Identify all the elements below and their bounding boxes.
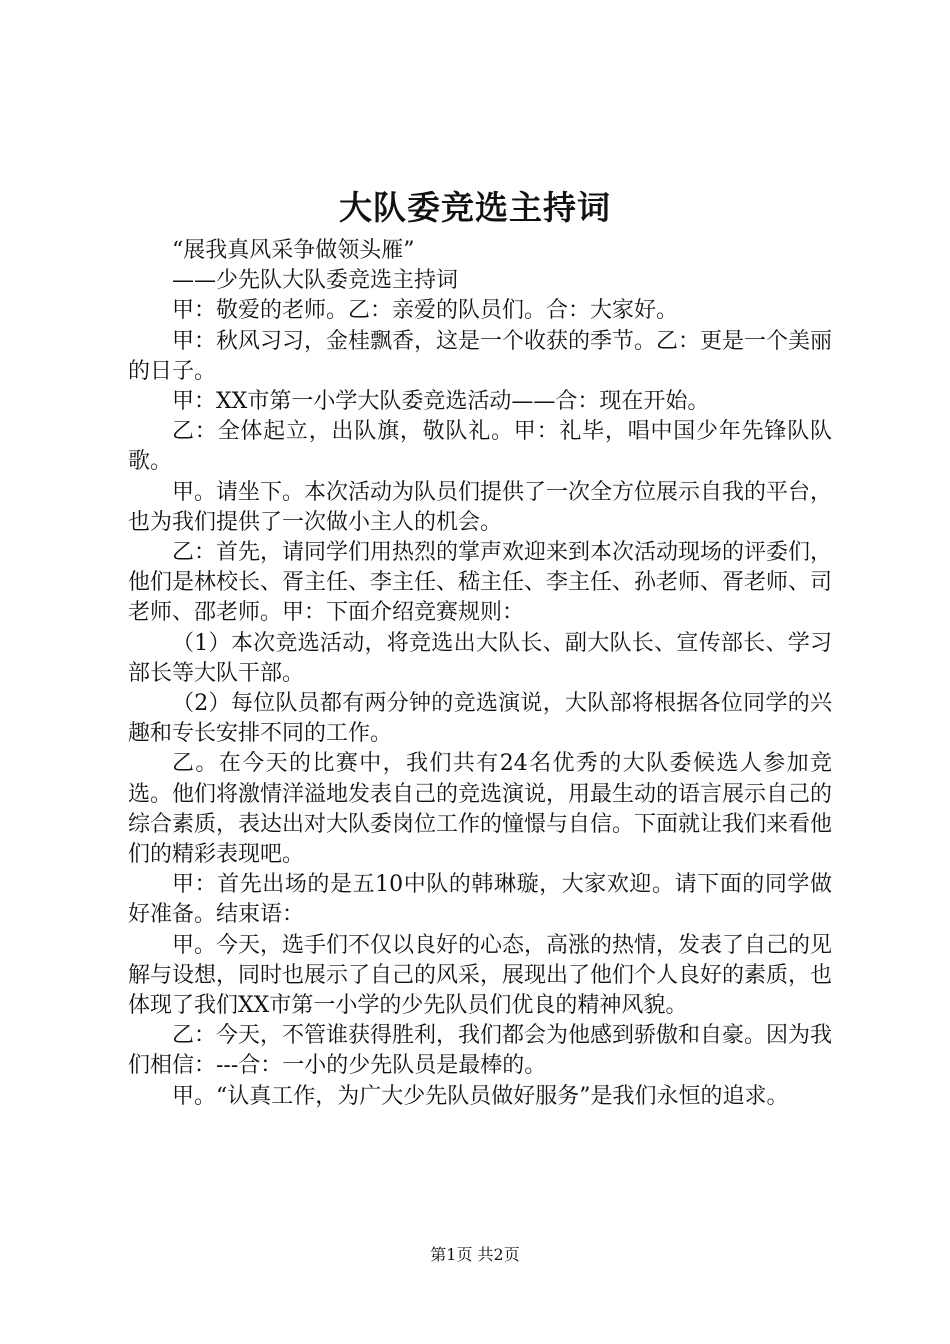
paragraph: 甲。今天，选手们不仅以良好的心态，高涨的热情，发表了自己的见解与设想，同时也展示了自己的风采，展现出了他们个人良好的素质，也体现了我们XX市第一小学的少先队员们优良的精神风貌。 <box>128 932 833 1019</box>
paragraph: 甲：敬爱的老师。乙：亲爱的队员们。合：大家好。 <box>172 298 679 324</box>
document-title: 大队委竞选主持词 <box>339 188 611 227</box>
paragraph: 甲。“认真工作，为广大少先队员做好服务”是我们永恒的追求。 <box>172 1083 789 1109</box>
page-number-footer: 第1页 共2页 <box>430 1245 520 1264</box>
paragraph: 甲：XX市第一小学大队委竞选活动——合：现在开始。 <box>172 389 710 415</box>
paragraph: （1）本次竞选活动，将竞选出大队长、副大队长、宣传部长、学习部长等大队干部。 <box>128 630 832 686</box>
paragraph: 乙：首先，请同学们用热烈的掌声欢迎来到本次活动现场的评委们，他们是林校长、胥主任、李主任、嵇主任、李主任、孙老师、胥老师、司老师、邵老师。甲：下面介绍竞赛规则： <box>128 540 833 626</box>
paragraph: 甲。请坐下。本次活动为队员们提供了一次全方位展示自我的平台，也为我们提供了一次做小主人的机会。 <box>128 479 833 535</box>
document-body <box>128 236 832 1112</box>
paragraph: 乙。在今天的比赛中，我们共有24名优秀的大队委候选人参加竞选。他们将激情洋溢地发表自己的竞选演说，用最生动的语言展示自己的综合素质，表达出对大队委岗位工作的憧憬与自信。下面就让我们来看他们的精彩表现吧。 <box>128 751 833 868</box>
subtitle-line: ——少先队大队委竞选主持词 <box>172 268 459 294</box>
paragraph: 乙：全体起立，出队旗，敬队礼。甲：礼毕，唱中国少年先锋队队歌。 <box>128 419 832 475</box>
paragraph: 乙：今天，不管谁获得胜利，我们都会为他感到骄傲和自豪。因为我们相信：---合：一小的少先队员是最棒的。 <box>128 1023 833 1079</box>
subtitle-line: “展我真风采争做领头雁” <box>172 238 415 263</box>
paragraph: （2）每位队员都有两分钟的竞选演说，大队部将根据各位同学的兴趣和专长安排不同的工作。 <box>128 691 832 747</box>
paragraph: 甲：秋风习习，金桂飘香，这是一个收获的季节。乙：更是一个美丽的日子。 <box>128 328 833 384</box>
paragraph: 甲：首先出场的是五10中队的韩琳璇，大家欢迎。请下面的同学做好准备。结束语： <box>128 872 832 928</box>
